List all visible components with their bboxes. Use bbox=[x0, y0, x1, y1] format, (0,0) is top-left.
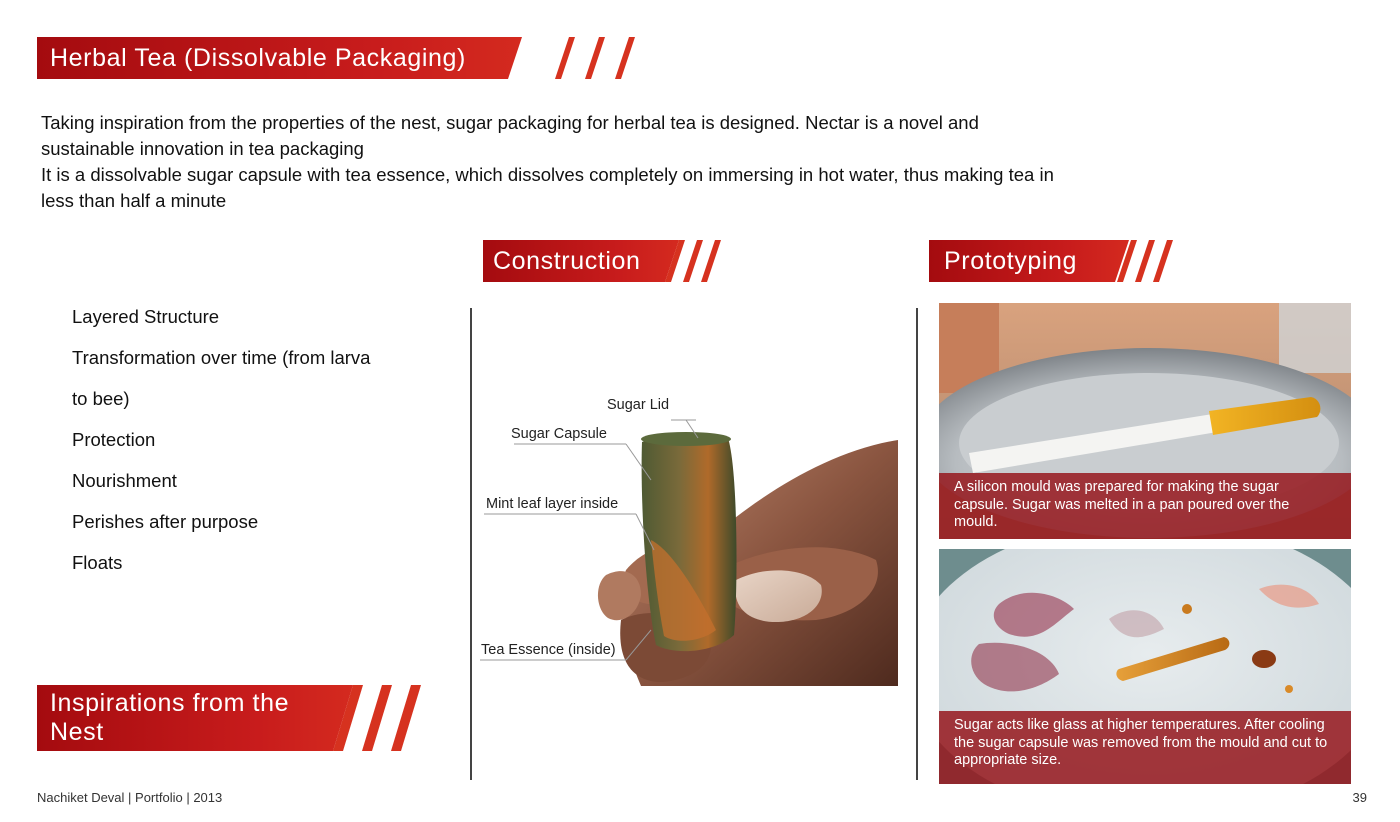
prototyping-heading: Prototyping bbox=[944, 246, 1078, 275]
intro-line-1: Taking inspiration from the properties of the nest, sugar packaging for herbal tea is designed. Nectar is a novel and sustainable innovation in tea packaging bbox=[41, 112, 979, 159]
banner-stripe bbox=[585, 37, 605, 79]
list-item: Perishes after purpose bbox=[72, 511, 259, 532]
construction-figure bbox=[476, 390, 898, 686]
list-item: Layered Structure bbox=[72, 306, 220, 327]
banner-stripe bbox=[362, 685, 392, 751]
prototype-photo-mould bbox=[939, 303, 1351, 539]
mint-leaf-label: Mint leaf layer inside bbox=[486, 496, 619, 512]
banner-stripe bbox=[615, 37, 635, 79]
list-item: to bee) bbox=[72, 388, 130, 409]
sugar-capsule-label: Sugar Capsule bbox=[511, 426, 607, 442]
prototype-photo-capsule bbox=[939, 549, 1351, 784]
intro-line-2: It is a dissolvable sugar capsule with tea essence, which dissolves completely on immersing in hot water, thus making tea in less than half a minute bbox=[41, 164, 1054, 211]
banner-stripe bbox=[391, 685, 421, 751]
list-item: Transformation over time (from larva bbox=[72, 347, 371, 368]
banner-stripe bbox=[555, 37, 575, 79]
tea-essence-label: Tea Essence (inside) bbox=[481, 642, 616, 658]
page-number: 39 bbox=[1352, 790, 1367, 805]
inspirations-list bbox=[72, 296, 432, 583]
banner-stripe bbox=[1135, 240, 1155, 282]
construction-heading: Construction bbox=[493, 246, 641, 275]
inspirations-heading-banner bbox=[37, 685, 422, 751]
banner-stripe bbox=[1153, 240, 1173, 282]
list-item: Protection bbox=[72, 429, 156, 450]
list-item: Floats bbox=[72, 552, 123, 573]
photo-caption: A silicon mould was prepared for making the sugar capsule. Sugar was melted in a pan poured over the mould. bbox=[939, 473, 1351, 539]
sugar-lid-label: Sugar Lid bbox=[607, 397, 670, 413]
banner-stripe bbox=[683, 240, 703, 282]
column-divider bbox=[916, 308, 918, 780]
page-title: Herbal Tea (Dissolvable Packaging) bbox=[50, 43, 466, 72]
construction-heading-banner bbox=[483, 240, 723, 282]
inspirations-heading: Inspirations from the Nest bbox=[50, 689, 290, 746]
list-item: Nourishment bbox=[72, 470, 177, 491]
footer-credit: Nachiket Deval | Portfolio | 2013 bbox=[37, 790, 223, 805]
photo-caption: Sugar acts like glass at higher temperatures. After cooling the sugar capsule was removed from the mould and cut to appropriate size. bbox=[939, 711, 1351, 784]
main-heading-banner bbox=[37, 37, 599, 79]
column-divider bbox=[470, 308, 472, 780]
prototyping-heading-banner bbox=[929, 240, 1174, 282]
banner-stripe bbox=[701, 240, 721, 282]
intro-text bbox=[41, 110, 1061, 214]
